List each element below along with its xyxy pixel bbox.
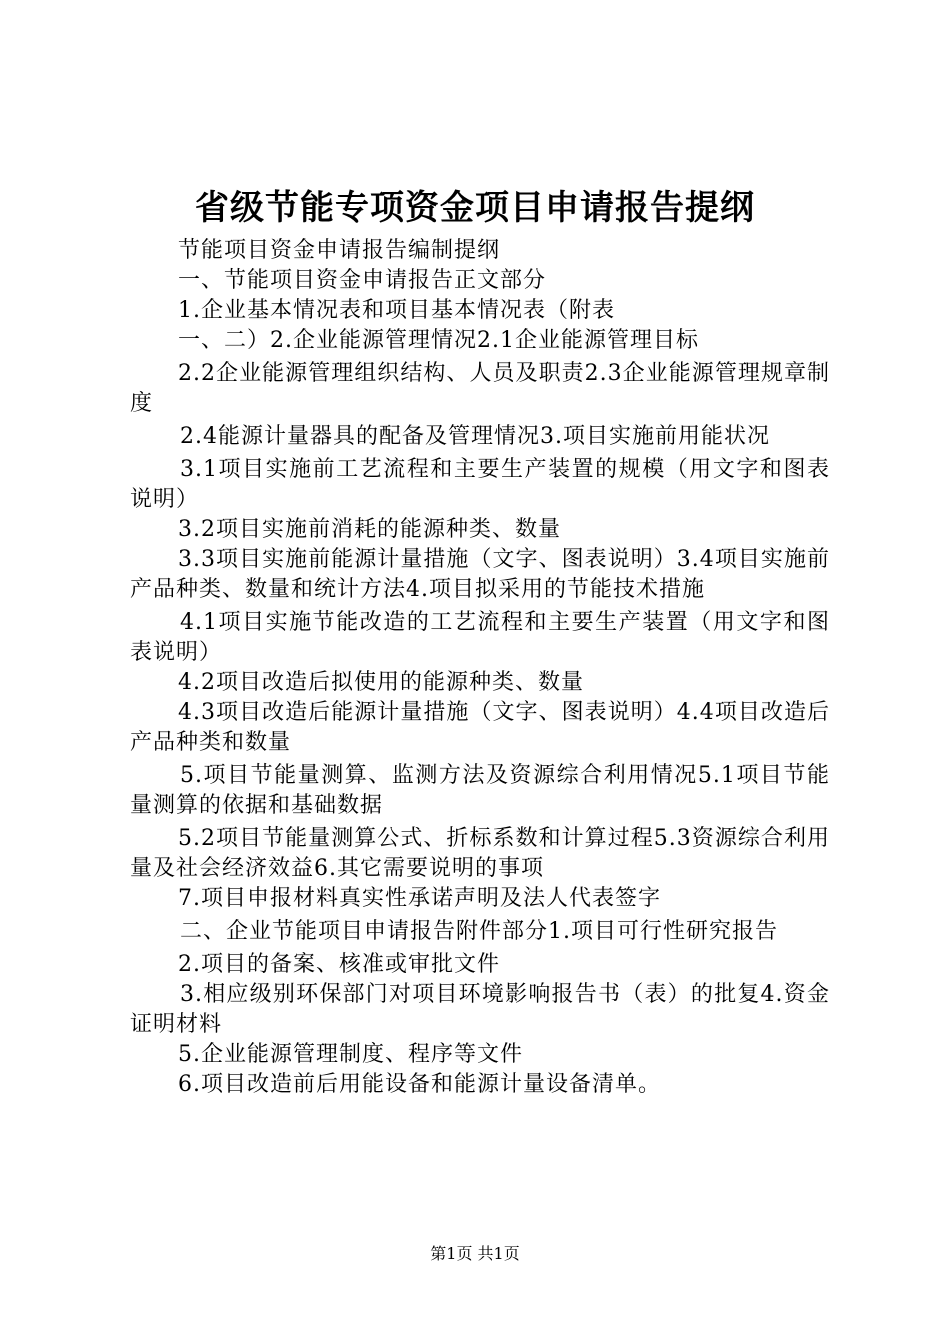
- paragraph-item-4-3: 4.3项目改造后能源计量措施（文字、图表说明）4.4项目改造后产品种类和数量: [130, 700, 830, 755]
- paragraph-attachment-5: 5.企业能源管理制度、程序等文件: [178, 1042, 523, 1067]
- paragraph-item-3-3: 3.3项目实施前能源计量措施（文字、图表说明）3.4项目实施前产品种类、数量和统计方法4.项目拟采用的节能技术措施: [130, 547, 830, 602]
- paragraph-item-3-2: 3.2项目实施前消耗的能源种类、数量: [178, 517, 561, 542]
- paragraph-item-4-2: 4.2项目改造后拟使用的能源种类、数量: [178, 670, 584, 695]
- paragraph-section-two: 二、企业节能项目申请报告附件部分1.项目可行性研究报告: [180, 919, 778, 944]
- paragraph-item-1: 1.企业基本情况表和项目基本情况表（附表: [178, 298, 615, 323]
- paragraph-item-5: 5.项目节能量测算、监测方法及资源综合利用情况5.1项目节能量测算的依据和基础数据: [130, 763, 830, 818]
- paragraph-item-7: 7.项目申报材料真实性承诺声明及法人代表签字: [178, 886, 661, 911]
- paragraph-attachment-6: 6.项目改造前后用能设备和能源计量设备清单。: [178, 1072, 661, 1097]
- paragraph-item-2-2: 2.2企业能源管理组织结构、人员及职责2.3企业能源管理规章制度: [130, 361, 830, 416]
- paragraph-item-2-4: 2.4能源计量器具的配备及管理情况3.项目实施前用能状况: [180, 424, 770, 449]
- page-footer: 第1页 共1页: [430, 1244, 520, 1263]
- paragraph-section-one: 一、节能项目资金申请报告正文部分: [178, 268, 547, 293]
- paragraph-item-5-2: 5.2项目节能量测算公式、折标系数和计算过程5.3资源综合利用量及社会经济效益6.其它需要说明的事项: [130, 826, 830, 881]
- paragraph-item-3-1: 3.1项目实施前工艺流程和主要生产装置的规模（用文字和图表说明）: [130, 457, 830, 512]
- document-body: [130, 236, 830, 1100]
- paragraph-attachment-3: 3.相应级别环保部门对项目环境影响报告书（表）的批复4.资金证明材料: [130, 982, 830, 1037]
- paragraph-outline-heading: 节能项目资金申请报告编制提纲: [178, 238, 501, 263]
- document-title: 省级节能专项资金项目申请报告提纲: [195, 188, 755, 228]
- paragraph-item-2: 一、二）2.企业能源管理情况2.1企业能源管理目标: [178, 328, 699, 353]
- paragraph-item-4-1: 4.1项目实施节能改造的工艺流程和主要生产装置（用文字和图表说明）: [130, 610, 830, 665]
- paragraph-attachment-2: 2.项目的备案、核准或审批文件: [178, 952, 500, 977]
